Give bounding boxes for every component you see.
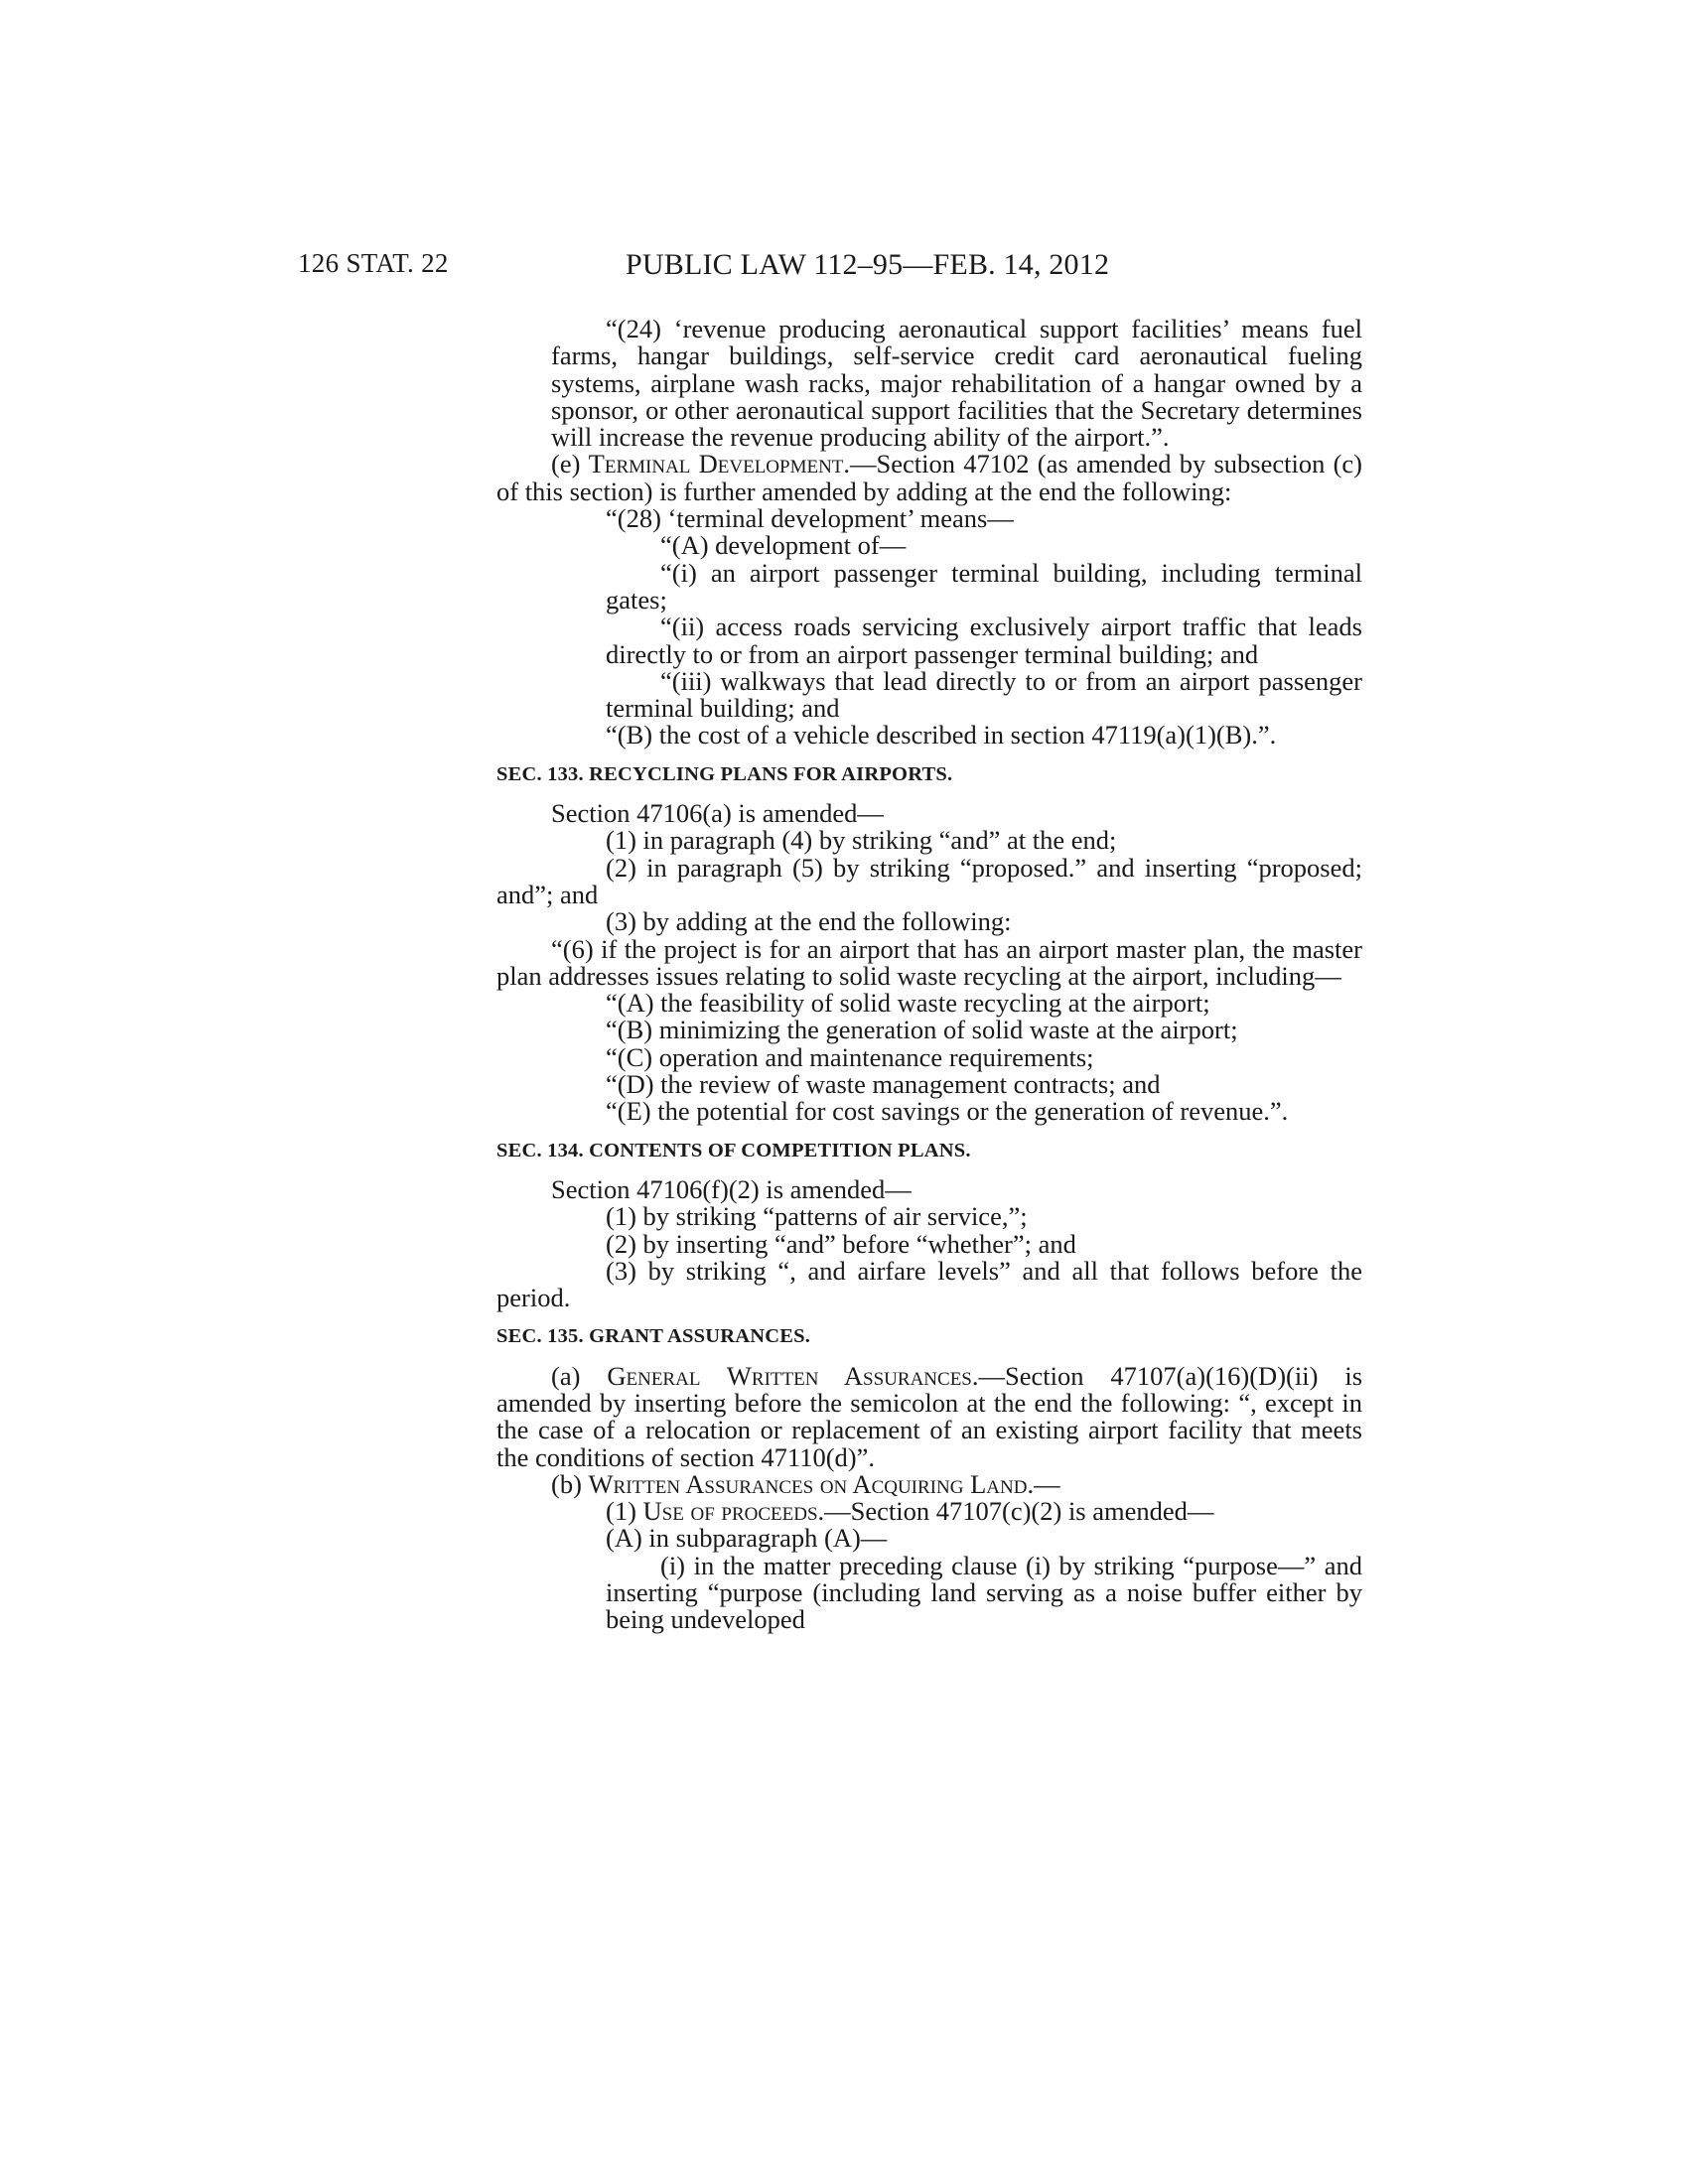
section-134-item-3: (3) by striking “, and airfare levels” and all that follows before the period. [496,1255,1362,1313]
subsection-a-text: .—Section 47107(a)(16)(D)(ii) is amended by inserting before the semicolon at the end the following: “, except in the case of a relocation or replacement of an existing airport facility that meets the conditions of section 47110(d)”. [496,1360,1363,1472]
subparagraph-A: “(A) development of— [660,530,907,561]
document-body [496,316,1362,1634]
section-133-item-D: “(D) the review of waste management contracts; and [606,1069,1161,1100]
section-133-heading: SEC. 133. RECYCLING PLANS FOR AIRPORTS. [496,762,953,785]
clause-ii: “(ii) access roads servicing exclusively airport traffic that leads directly to or from an airport passenger terminal building; and [606,612,1362,669]
section-133-item-B: “(B) minimizing the generation of solid waste at the airport; [606,1015,1238,1045]
running-title: PUBLIC LAW 112–95—FEB. 14, 2012 [626,248,1110,281]
paragraph-b1-heading: Use of proceeds [642,1496,818,1527]
subsection-a-heading: General Written Assurances [607,1360,972,1391]
section-134-item-2: (2) by inserting “and” before “whether”; and [606,1228,1076,1259]
section-133-paragraph-6: “(6) if the project is for an airport that has an airport master plan, the master plan addresses issues relating to solid waste recycling at the airport, including— [496,933,1362,991]
statute-page-number: 126 STAT. 22 [298,248,449,278]
section-133-item-E: “(E) the potential for cost savings or the generation of revenue.”. [606,1096,1289,1127]
paragraph-b1-label: (1) [606,1496,643,1527]
subparagraph-bA: (A) in subparagraph (A)— [606,1523,888,1554]
section-133-item-A: “(A) the feasibility of solid waste recycling at the airport; [606,988,1210,1019]
paragraph-b1 [496,1498,1362,1525]
subsection-b-label: (b) [551,1468,589,1499]
subsection-b-text: .— [1027,1468,1060,1499]
section-135-heading: SEC. 135. GRANT ASSURANCES. [496,1325,811,1348]
subsection-e [496,451,1362,505]
subsection-a [496,1360,1363,1472]
section-134-item-1: (1) by striking “patterns of air service,”; [606,1201,1028,1232]
subsection-e-heading: Terminal Development [588,449,844,479]
subparagraph-B: “(B) the cost of a vehicle described in section 47119(a)(1)(B).”. [606,720,1277,751]
subsection-e-text: .—Section 47102 (as amended by subsection (c) of this section) is further amended by adding at the end the following: [496,449,1363,506]
section-133-intro: Section 47106(a) is amended— [551,798,884,829]
paragraph-28: “(28) ‘terminal development’ means— [606,503,1014,534]
paragraph-b1-text: .—Section 47107(c)(2) is amended— [817,1496,1214,1527]
clause-i: “(i) an airport passenger terminal building, including terminal gates; [606,557,1362,614]
section-134-heading: SEC. 134. CONTENTS OF COMPETITION PLANS. [496,1139,971,1161]
clause-bi: (i) in the matter preceding clause (i) by striking “purpose—” and inserting “purpose (including land serving as a noise buffer either by being undeveloped [606,1550,1362,1635]
clause-iii: “(iii) walkways that lead directly to or from an airport passenger terminal building; and [606,665,1362,724]
subsection-e-label: (e) [551,449,589,479]
subsection-b-heading: Written Assurances on Acquiring Land [588,1468,1028,1499]
subsection-a-label: (a) [551,1360,608,1391]
section-133-item-C: “(C) operation and maintenance requirements; [606,1041,1094,1072]
section-133-item-2: (2) in paragraph (5) by striking “proposed.” and inserting “proposed; and”; and [496,852,1362,909]
section-133-item-1: (1) in paragraph (4) by striking “and” at the end; [606,825,1117,856]
page-header [298,248,1360,288]
subsection-b [496,1468,1362,1499]
section-134-intro: Section 47106(f)(2) is amended— [551,1173,912,1204]
section-133-item-3: (3) by adding at the end the following: [606,906,1012,937]
paragraph-24: “(24) ‘revenue producing aeronautical support facilities’ means fuel farms, hangar buildings, self-service credit card aeronautical fueling systems, airplane wash racks, major rehabilitation of a hangar owned by a sponsor, or other aeronautical support facilities that the Secretary determines will increase the revenue producing ability of the airport.”. [551,314,1362,453]
